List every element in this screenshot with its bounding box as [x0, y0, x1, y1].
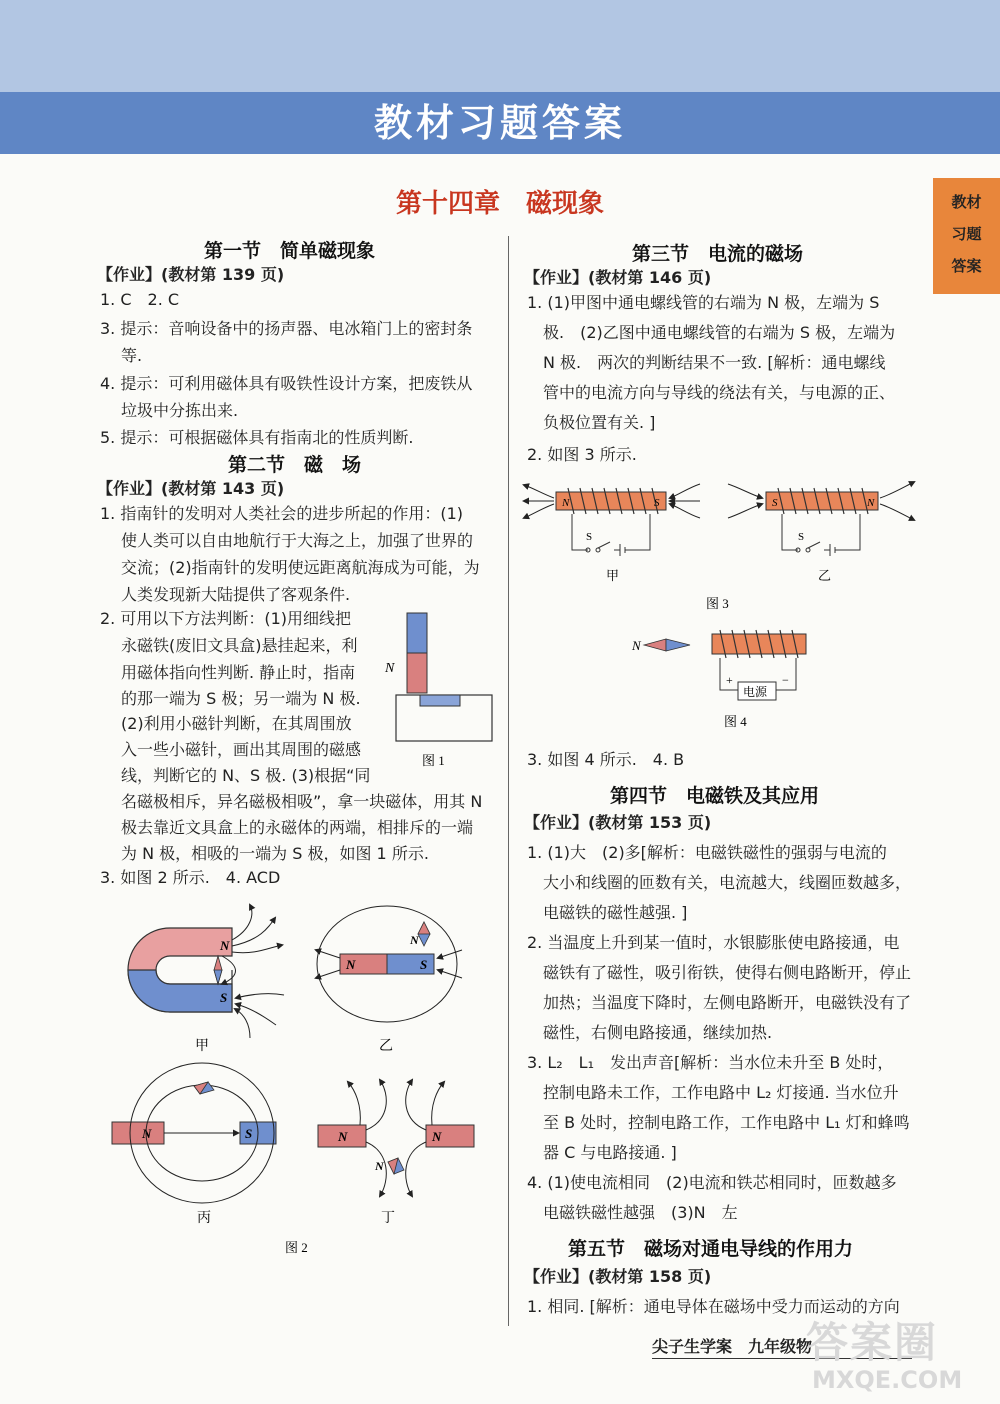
homework-ref: 【作业】(教材第 158 页): [524, 1267, 712, 1286]
field-line: [235, 1009, 250, 1038]
answer-line: N 极. 两次的判断结果不一致. [解析：通电螺线: [543, 353, 886, 372]
answer-line: 为 N 极，相吸的一端为 S 极，如图 1 所示.: [121, 844, 429, 863]
field-line: [232, 945, 282, 953]
answer-line: 大小和线圈的匝数有关，电流越大，线圈匝数越多，: [543, 873, 912, 892]
figure-2-caption: 图 2: [285, 1240, 308, 1255]
n-label: N: [142, 1126, 152, 1141]
field-line: [316, 950, 340, 958]
answer-line: 的那一端为 S 极；另一端为 N 极.: [121, 689, 361, 708]
field-line: [316, 970, 340, 978]
answer-line: 5. 提示：可根据磁体具有指南北的性质判断.: [100, 428, 414, 447]
n-label: N: [385, 661, 395, 676]
homework-ref: 【作业】(教材第 139 页): [97, 265, 285, 284]
figure-4-caption: 图 4: [724, 714, 747, 729]
plus-sign: +: [726, 673, 733, 687]
n-label: N: [338, 1129, 348, 1144]
chapter-title: 第十四章 磁现象: [395, 189, 604, 219]
field-line: [670, 484, 700, 498]
homework-ref: 【作业】(教材第 146 页): [524, 268, 712, 287]
field-line: [222, 956, 236, 984]
column-divider: [508, 236, 509, 1326]
answer-line: 磁性，右侧电路接通，继续加热.: [543, 1023, 773, 1042]
switch-label: S: [586, 531, 593, 543]
answer-line: 控制电路未工作，工作电路中 L₂ 灯接通. 当水位升: [543, 1083, 899, 1102]
fig2-label-ding: 丁: [381, 1211, 395, 1226]
field-line: [438, 970, 462, 978]
figure-3: [518, 470, 928, 615]
figure-4: [620, 618, 820, 733]
circuit-wire: [572, 514, 650, 556]
magnet-blue: [407, 613, 427, 653]
fig2-label-bing: 丙: [197, 1211, 211, 1226]
answer-line: 等.: [121, 346, 143, 365]
field-line: [728, 484, 762, 498]
top-band: [0, 0, 1000, 92]
title-band: [0, 92, 1000, 154]
answer-line: 1. 指南针的发明对人类社会的进步所起的作用：(1): [100, 504, 464, 523]
compass-needle-red: [418, 922, 430, 934]
compass-needle-blue: [666, 639, 690, 651]
n-label: N: [346, 957, 356, 972]
answer-line: 3. L₂ L₁ 发出声音[解析：当水位未升至 B 处时，: [527, 1053, 894, 1072]
section-1-title: 第一节 简单磁现象: [204, 240, 376, 262]
answer-line: 线，判断它的 N、S 极. (3)根据“同: [121, 766, 371, 785]
answer-line: 1. (1)甲图中通电螺线管的右端为 N 极，左端为 S: [527, 293, 880, 312]
field-line: [348, 1082, 360, 1125]
answer-line: 垃圾中分拣出来.: [121, 401, 239, 420]
answer-line: 3. 如图 4 所示. 4. B: [527, 750, 685, 769]
answer-line: 负极位置有关. ]: [543, 413, 656, 432]
page-title: 教材习题答案: [373, 101, 626, 145]
figure-2: [90, 900, 495, 1260]
n-label: N: [220, 938, 230, 953]
answer-line: 3. 提示：音响设备中的扬声器、电冰箱门上的密封条: [100, 319, 473, 338]
answer-line: 器 C 与电路接通. ]: [543, 1143, 677, 1162]
field-line: [880, 482, 914, 498]
answer-line: 极去靠近文具盒上的永磁体的两端，相排斥的一端: [121, 818, 474, 837]
side-tab-line: 习题: [951, 225, 982, 243]
fig2-label-jia: 甲: [195, 1039, 209, 1054]
field-line: [438, 950, 462, 958]
answer-line: 3. 如图 2 所示. 4. ACD: [100, 868, 281, 887]
answer-line: 1. (1)大 (2)多[解析：电磁铁磁性的强弱与电流的: [527, 843, 887, 862]
side-tab-line: 教材: [951, 193, 982, 211]
minus-sign: −: [782, 673, 789, 687]
answer-line: 交流；(2)指南针的发明使远距离航海成为可能，为: [121, 558, 480, 577]
answer-line: 加热；当温度下降时，左侧电路断开，电磁铁没有了: [543, 993, 912, 1012]
s-label: S: [245, 1126, 253, 1141]
fig2-label-yi: 乙: [379, 1039, 393, 1054]
section-2-title: 第二节 磁 场: [228, 454, 362, 476]
answer-line: 磁铁有了磁性，吸引衔铁，使得右侧电路断开，停止: [543, 963, 912, 982]
field-line: [232, 918, 275, 946]
field-line: [880, 504, 914, 520]
answer-line: (2)利用小磁针判断，在其周围放: [121, 714, 352, 733]
answer-line: 入一些小磁针，画出其周围的磁感: [121, 740, 362, 759]
footer-text: 尖子生学案 九年级物: [652, 1337, 813, 1356]
s-label: S: [654, 497, 660, 509]
s-label: S: [772, 497, 778, 509]
switch-label: S: [798, 531, 805, 543]
figure-1: [380, 605, 500, 780]
homework-ref: 【作业】(教材第 153 页): [524, 813, 712, 832]
field-line: [432, 1082, 444, 1125]
field-line: [728, 504, 762, 518]
field-line: [670, 504, 700, 518]
fig3-label-yi: 乙: [818, 568, 832, 583]
field-line: [524, 485, 554, 498]
fig3-label-jia: 甲: [606, 568, 620, 583]
power-label: 电源: [743, 685, 768, 699]
n-label: N: [410, 933, 419, 947]
switch-contact: [806, 548, 810, 552]
answer-line: 永磁铁(废旧文具盒)悬挂起来，利: [121, 636, 358, 655]
box-magnet: [420, 695, 460, 706]
compass-needle-red: [644, 639, 666, 651]
answer-line: 电磁铁的磁性越强. ]: [543, 903, 688, 922]
compass-needle-blue: [214, 970, 222, 984]
answer-line: 至 B 处时，控制电路工作，工作电路中 L₁ 灯和蜂鸣: [543, 1113, 910, 1132]
field-line: [232, 905, 252, 940]
answer-line: 名磁极相斥，异名磁极相吸”，拿一块磁体，用其 N: [121, 792, 483, 811]
n-label: N: [632, 638, 641, 653]
section-3-title: 第三节 电流的磁场: [632, 243, 804, 265]
figure-1-caption: 图 1: [422, 753, 445, 768]
n-label: N: [562, 497, 570, 509]
magnet-n: [112, 1122, 164, 1144]
field-line: [406, 1142, 426, 1196]
answer-line: 管中的电流方向与导线的绕法有关，与电源的正、: [543, 383, 896, 402]
answer-line: 1. C 2. C: [100, 290, 180, 309]
switch-contact: [596, 548, 600, 552]
field-line: [406, 1080, 426, 1130]
side-tab-line: 答案: [951, 257, 982, 275]
circuit-wire: [782, 514, 860, 556]
answer-line: 电磁铁磁性越强 (3)N 左: [543, 1203, 738, 1222]
n-label: N: [867, 497, 875, 509]
section-4-title: 第四节 电磁铁及其应用: [610, 785, 820, 807]
n-label: N: [375, 1159, 384, 1173]
watermark-logo: 答案圈: [806, 1318, 939, 1367]
homework-ref: 【作业】(教材第 143 页): [97, 479, 285, 498]
s-label: S: [220, 990, 228, 1005]
answer-line: 2. 当温度上升到某一值时，水银膨胀使电路接通，电: [527, 933, 900, 952]
field-line: [524, 504, 554, 518]
answer-line: 1. 相同. [解析：通电导体在磁场中受力而运动的方向: [527, 1297, 900, 1316]
s-label: S: [420, 957, 428, 972]
answer-line: 4. (1)使电流相同 (2)电流和铁芯相同时，匝数越多: [527, 1173, 897, 1192]
field-line: [236, 994, 284, 998]
answer-line: 使人类可以自由地航行于大海之上，加强了世界的: [121, 531, 474, 550]
answer-line: 人类发现新大陆提供了客观条件.: [121, 585, 351, 604]
answer-line: 用磁体指向性判断. 静止时，指南: [121, 663, 356, 682]
watermark-url: MXQE.COM: [812, 1366, 963, 1394]
answer-line: 极. (2)乙图中通电螺线管的右端为 S 极，左端为: [543, 323, 896, 342]
magnet-red: [407, 653, 427, 693]
field-line: [366, 1080, 386, 1130]
section-5-title: 第五节 磁场对通电导线的作用力: [568, 1238, 854, 1260]
answer-line: 2. 如图 3 所示.: [527, 445, 637, 464]
n-label: N: [432, 1129, 442, 1144]
answer-line: 4. 提示：可利用磁体具有吸铁性设计方案，把废铁从: [100, 374, 473, 393]
answer-line: 2. 可用以下方法判断：(1)用细线把: [100, 609, 352, 628]
figure-3-caption: 图 3: [706, 596, 729, 611]
